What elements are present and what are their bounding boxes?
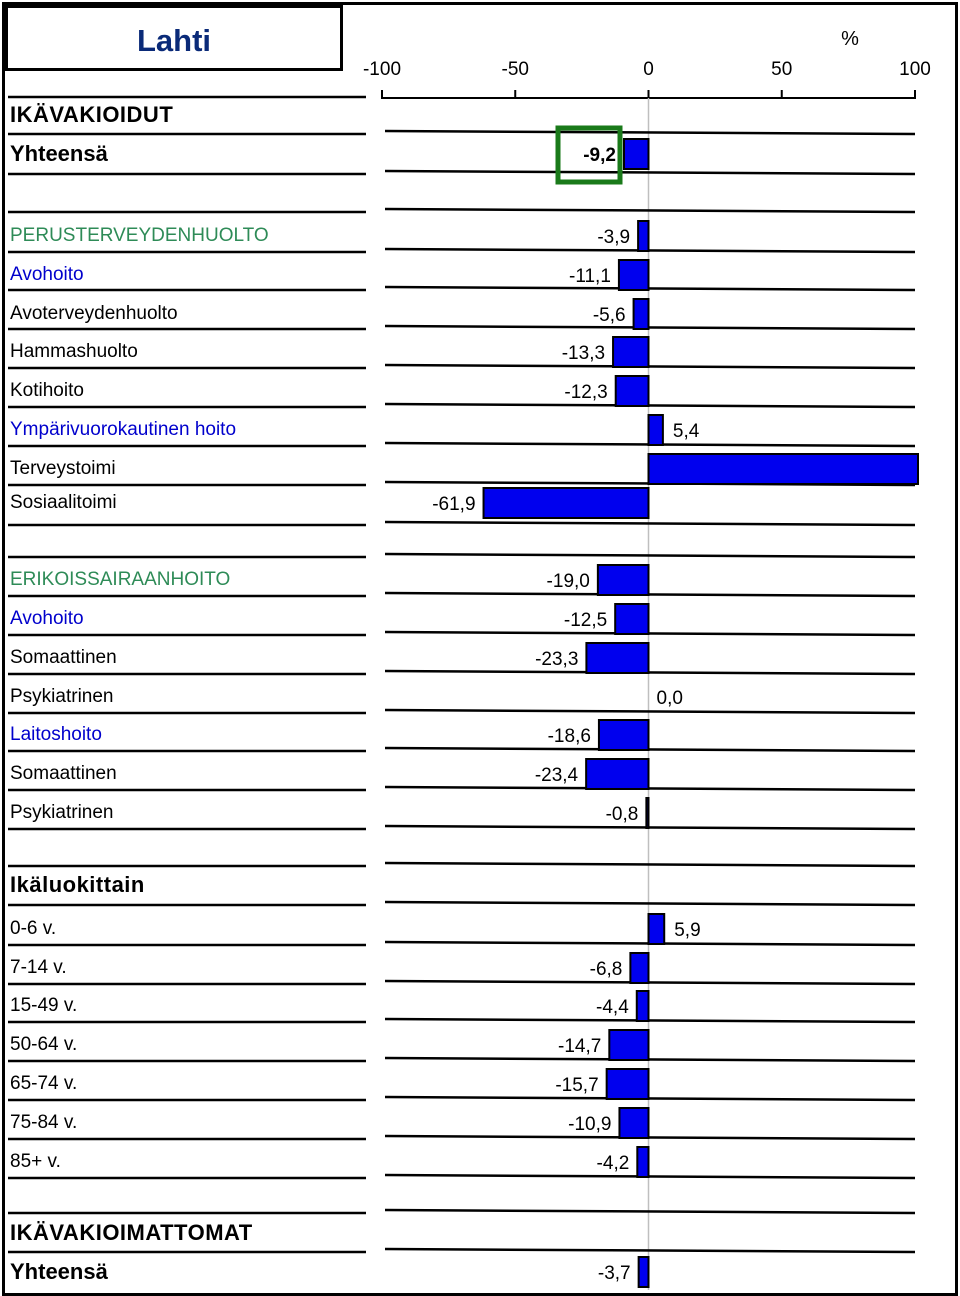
row-label: Avohoito — [10, 264, 84, 285]
value-label: -3,7 — [597, 1263, 631, 1284]
page-title: Lahti — [136, 23, 212, 58]
row-label: IKÄVAKIOIMATTOMAT — [10, 1220, 253, 1245]
bar — [649, 415, 663, 445]
value-label: -61,9 — [432, 494, 476, 515]
x-tick-label: -100 — [362, 59, 402, 80]
row-label: Yhteensä — [10, 141, 108, 166]
row-label: Avohoito — [10, 608, 84, 629]
row-label: Psykiatrinen — [10, 802, 114, 823]
bar — [599, 720, 649, 750]
bar — [586, 759, 648, 789]
value-label: -18,6 — [547, 726, 591, 747]
row-label: Ympärivuorokautinen hoito — [10, 419, 237, 440]
value-label: -19,0 — [546, 571, 590, 592]
plot-row-separator — [385, 826, 915, 829]
row-label: Kotihoito — [10, 380, 84, 401]
plot-row-separator — [385, 748, 915, 751]
row-label: 85+ v. — [10, 1151, 61, 1172]
plot-row-separator — [385, 287, 915, 290]
row-label: Somaattinen — [10, 647, 117, 668]
bar — [586, 643, 648, 673]
plot-row-separator — [385, 593, 915, 596]
plot-row-separator — [385, 171, 915, 174]
bar — [609, 1030, 648, 1060]
row-label: PERUSTERVEYDENHUOLTO — [10, 225, 269, 246]
value-label: -10,9 — [568, 1114, 612, 1135]
row-label: Somaattinen — [10, 763, 117, 784]
value-label: 5,9 — [674, 920, 701, 941]
value-label: -15,7 — [555, 1075, 599, 1096]
bar — [649, 454, 919, 484]
row-label: Yhteensä — [10, 1259, 108, 1284]
value-label: 5,4 — [672, 421, 700, 442]
value-label: -23,4 — [534, 765, 579, 786]
value-label: -9,2 — [583, 145, 616, 166]
bar — [607, 1069, 649, 1099]
plot-row-separator — [385, 1175, 915, 1178]
bar — [484, 488, 649, 518]
row-label: Ikäluokittain — [10, 872, 145, 897]
plot-row-separator — [385, 554, 915, 557]
bar — [619, 260, 649, 290]
plot-row-separator — [385, 1249, 915, 1252]
unit-label: % — [841, 28, 859, 50]
bar — [639, 1257, 649, 1287]
x-tick-label: 100 — [899, 59, 931, 80]
bar — [615, 604, 648, 634]
plot-row-separator — [385, 902, 915, 905]
plot-row-separator — [385, 249, 915, 252]
row-label: 15-49 v. — [10, 995, 78, 1016]
plot-row-separator — [385, 131, 915, 134]
value-label: -13,3 — [561, 343, 606, 364]
bar — [646, 798, 648, 828]
bar — [616, 376, 649, 406]
plot-row-separator — [385, 632, 915, 635]
value-label: 0,0 — [656, 688, 683, 709]
row-label: 75-84 v. — [10, 1112, 78, 1133]
plot-row-separator — [385, 326, 915, 329]
row-label: Sosiaalitoimi — [10, 492, 117, 513]
row-label: IKÄVAKIOIDUT — [10, 102, 174, 127]
plot-row-separator — [385, 404, 915, 407]
row-label: Hammashuolto — [10, 341, 138, 362]
plot-row-separator — [385, 1210, 915, 1213]
bar — [637, 991, 649, 1021]
value-label: -12,3 — [564, 382, 608, 403]
plot-row-separator — [385, 671, 915, 674]
plot-row-separator — [385, 209, 915, 212]
value-label: -4,2 — [596, 1153, 630, 1174]
value-label: -4,4 — [596, 997, 629, 1018]
value-label: -12,5 — [563, 610, 608, 631]
value-label: -0,8 — [605, 804, 639, 825]
row-label: Avoterveydenhuolto — [10, 303, 178, 324]
bar — [649, 914, 665, 944]
plot-row-separator — [385, 1097, 915, 1100]
plot-row-separator — [385, 863, 915, 866]
bar — [619, 1108, 648, 1138]
bar — [624, 139, 649, 169]
bar — [634, 299, 649, 329]
value-label: -11,1 — [569, 266, 611, 287]
bar — [637, 1147, 648, 1177]
row-label: 65-74 v. — [10, 1073, 78, 1094]
bar — [630, 953, 648, 983]
plot-row-separator — [385, 1136, 915, 1139]
bar — [613, 337, 648, 367]
bar — [598, 565, 649, 595]
x-tick-label: -50 — [501, 59, 529, 80]
value-label: -6,8 — [589, 959, 623, 980]
bar — [638, 221, 648, 251]
value-label: -3,9 — [597, 227, 631, 248]
x-tick-label: 50 — [771, 59, 793, 80]
row-label: Laitoshoito — [10, 724, 102, 745]
x-tick-label: 0 — [643, 59, 654, 80]
row-label: ERIKOISSAIRAANHOITO — [10, 569, 231, 590]
plot-row-separator — [385, 1019, 915, 1022]
value-label: -23,3 — [535, 649, 579, 670]
value-label: -5,6 — [592, 305, 626, 326]
row-label: Terveystoimi — [10, 458, 116, 479]
plot-row-separator — [385, 710, 915, 713]
row-label: 50-64 v. — [10, 1034, 78, 1055]
value-label: -14,7 — [558, 1036, 602, 1057]
row-label: 0-6 v. — [10, 918, 57, 939]
plot-row-separator — [385, 981, 915, 984]
plot-row-separator — [385, 787, 915, 790]
plot-row-separator — [385, 522, 915, 525]
row-label: 7-14 v. — [10, 957, 67, 978]
plot-row-separator — [385, 365, 915, 368]
row-label: Psykiatrinen — [10, 686, 114, 707]
plot-row-separator — [385, 1058, 915, 1061]
